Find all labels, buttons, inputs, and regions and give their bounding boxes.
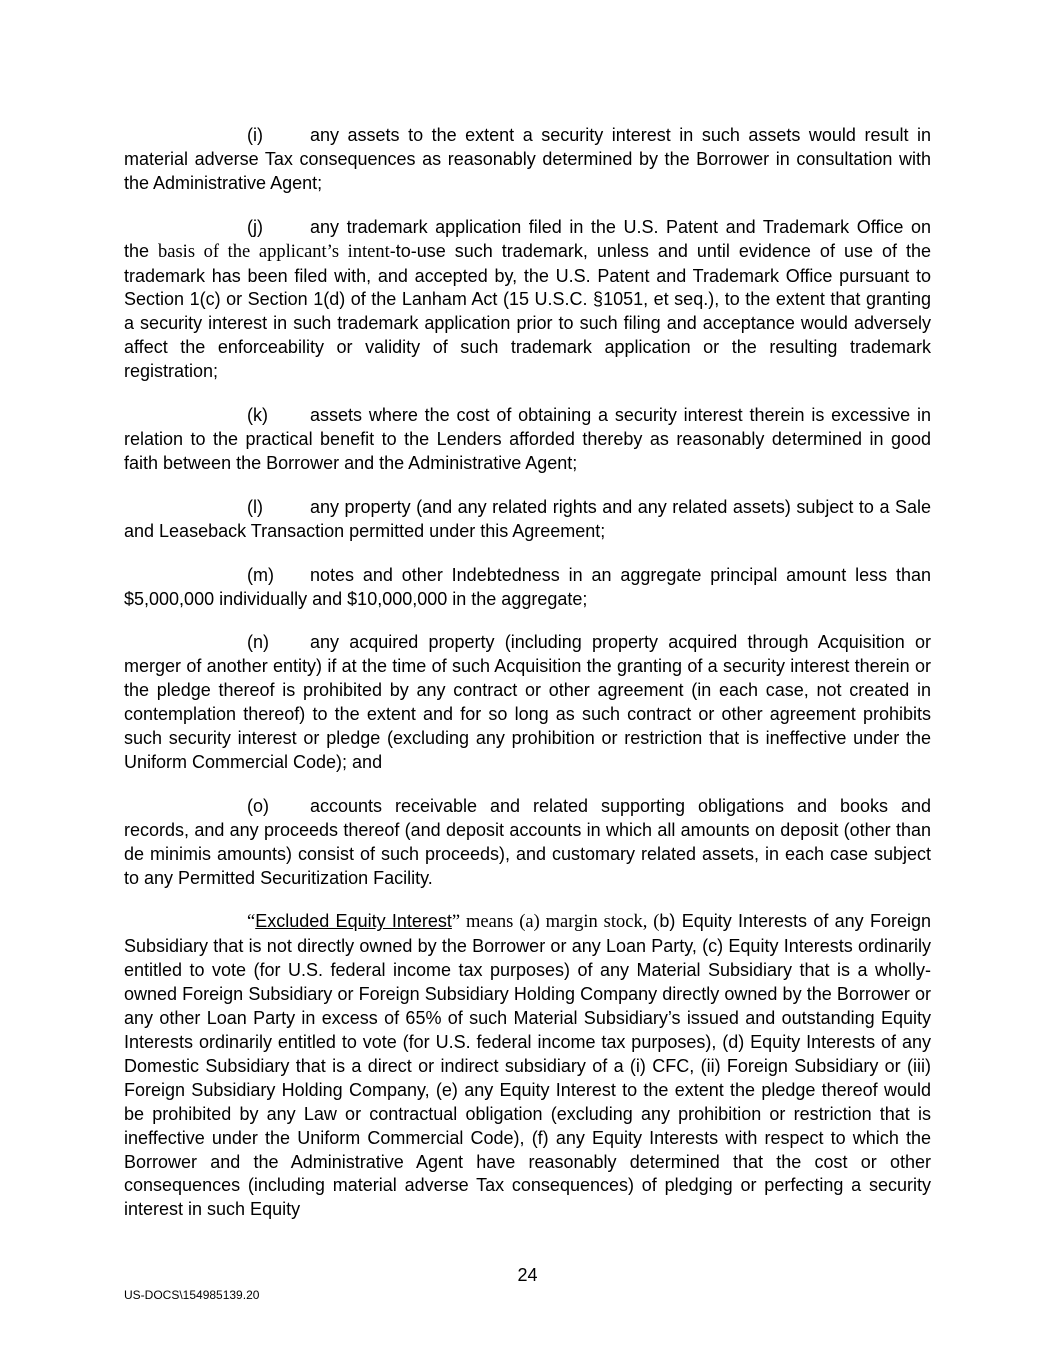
paragraph-text: any acquired property (including property acquired through Acquisition or merger of another entity) if at the time of such Acquisition the granting of a security interest therein or the pledge thereof is prohibited by any contract or other agreement (in each case, not created in contemplation thereof) to the extent and for so long as such contract or other agreement prohibits such security interest or pledge (excluding any prohibition or restriction that is ineffective under the Uniform Commercial Code); and	[124, 632, 931, 772]
paragraph-text: any trademark application filed in the U.S. Patent and Trademark Office on the	[124, 216, 931, 261]
paragraph-n	[124, 631, 931, 774]
definition-lead-serif: ” means (a) margin stock, (	[451, 912, 660, 933]
document-body	[124, 124, 931, 1242]
paragraph-label: (j)	[247, 216, 263, 237]
defined-term: Excluded Equity Interest	[255, 911, 452, 932]
paragraph-text: notes and other Indebtedness in an aggregate principal amount less than $5,000,000 individually and $10,000,000 in the aggregate;	[124, 564, 931, 609]
paragraph-label: (k)	[247, 405, 268, 426]
paragraph-j	[124, 216, 931, 384]
paragraph-o	[124, 795, 931, 891]
paragraph-text: assets where the cost of obtaining a security interest therein is excessive in relation to the practical benefit to the Lenders afforded thereby as reasonably determined in good faith between the Borrower and the Administrative Agent;	[124, 405, 931, 473]
paragraph-label: (n)	[247, 632, 269, 653]
paragraph-label: (m)	[247, 564, 274, 585]
definition-excluded-equity-interest	[124, 910, 931, 1222]
paragraph-text: accounts receivable and related supporting obligations and books and records, and any proceeds thereof (and deposit accounts in which all amounts on deposit (other than de minimis amounts) consist of such proceeds), and customary related assets, in each case subject to any Permitted Securitization Facility.	[124, 795, 931, 888]
paragraph-i	[124, 124, 931, 196]
paragraph-label: (i)	[247, 125, 263, 145]
paragraph-l	[124, 496, 931, 544]
paragraph-k	[124, 404, 931, 476]
document-id: US-DOCS\154985139.20	[124, 1288, 260, 1302]
paragraph-m	[124, 564, 931, 612]
paragraph-text-serif: basis of the applicant’s intent	[158, 241, 390, 262]
paragraph-text: -to-use such trademark, unless and until evidence of use of the trademark has been filed with, and accepted by, the U.S. Patent and Trademark Office pursuant to Section 1(c) or Section 1(d) of the Lanham Act (15 U.S.C. §1051, et seq.), to the extent that granting a security interest in such trademark application prior to such filing and acceptance would adversely affect the enforceability or validity of such trademark application or the resulting trademark registration;	[124, 240, 931, 382]
paragraph-text: any assets to the extent a security interest in such assets would result in material adverse Tax consequences as reasonably determined by the Borrower in consultation with the Administrative Agent;	[124, 125, 931, 193]
open-quote: “	[247, 912, 256, 933]
page-number: 24	[517, 1265, 538, 1285]
paragraph-label: (o)	[247, 795, 269, 816]
definition-text: b) Equity Interests of any Foreign Subsidiary that is not directly owned by the Borrower or any Loan Party, (c) Equity Interests ordinarily entitled to vote (for U.S. federal income tax purposes) of any Material Subsidiary that is a wholly-owned Foreign Subsidiary or Foreign Subsidiary Holding Company directly owned by the Borrower or any other Loan Party in excess of 65% of such Material Subsidiary’s issued and outstanding Equity Interests ordinarily entitled to vote (for U.S. federal income tax purposes), (d) Equity Interests of any Domestic Subsidiary that is a direct or indirect subsidiary of a (i) CFC, (ii) Foreign Subsidiary or (iii) Foreign Subsidiary Holding Company, (e) any Equity Interest to the extent the pledge thereof would be prohibited by any Law or contractual obligation (excluding any prohibition or restriction that is ineffective under the Uniform Commercial Code), (f) any Equity Interests with respect to which the Borrower and the Administrative Agent have reasonably determined that the cost or other consequences (including material adverse Tax consequences) of pledging or perfecting a security interest in such Equity	[124, 911, 931, 1220]
paragraph-label: (l)	[247, 496, 263, 517]
paragraph-text: any property (and any related rights and any related assets) subject to a Sale and Leaseback Transaction permitted under this Agreement;	[124, 496, 931, 541]
